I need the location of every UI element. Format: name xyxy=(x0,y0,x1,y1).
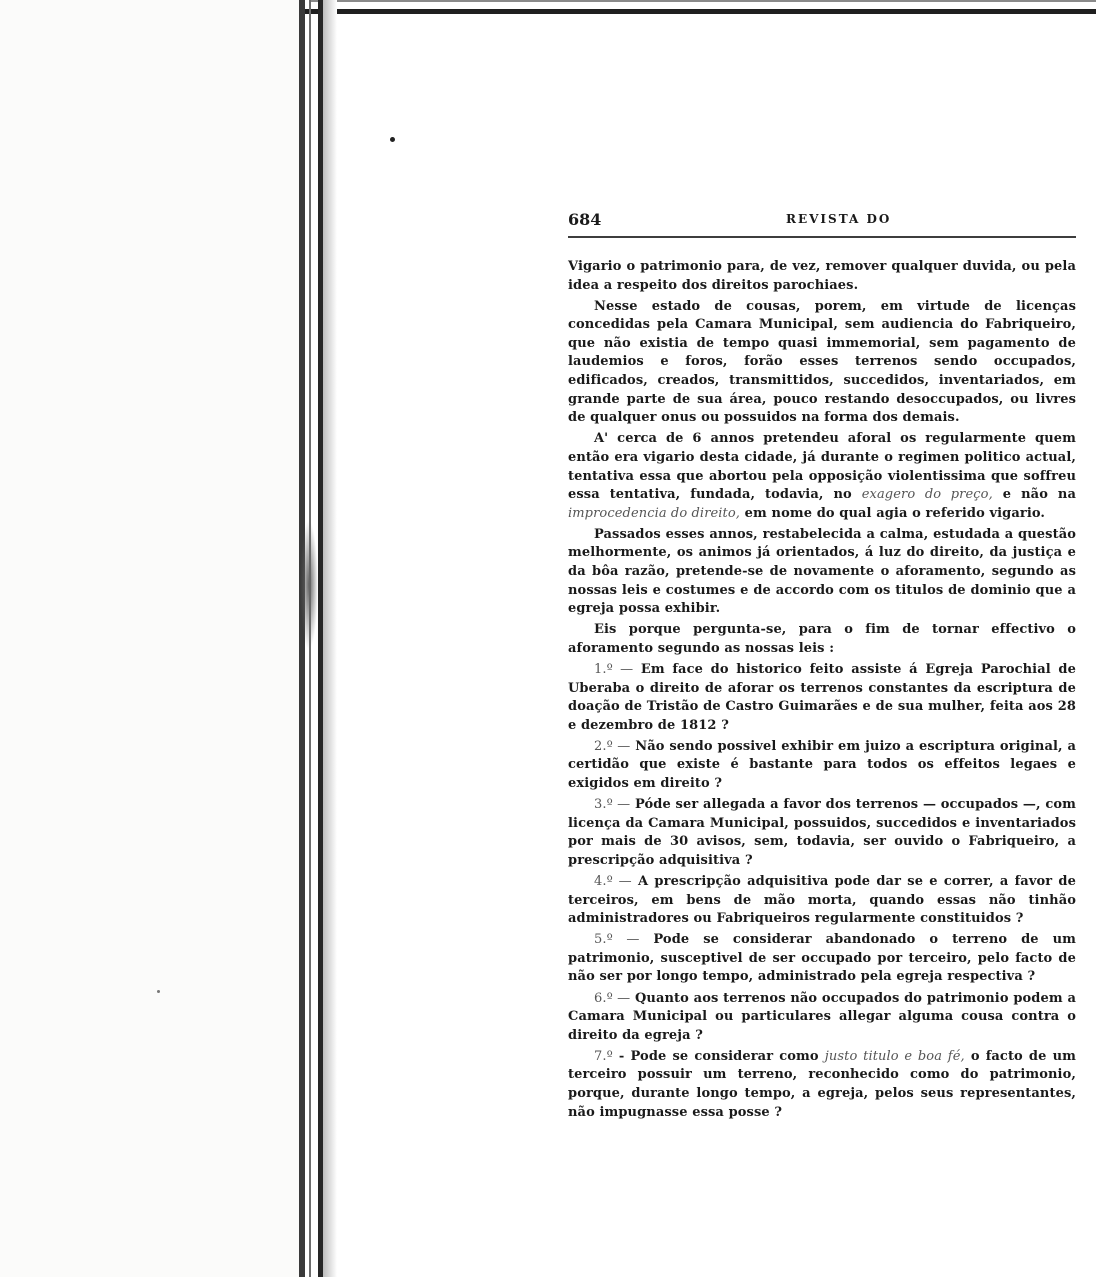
question-number: 4.º — xyxy=(594,874,632,889)
scan-top-edge xyxy=(310,0,1096,2)
scan-speck xyxy=(390,137,395,142)
page-number: 684 xyxy=(568,210,602,229)
question-text: - Pode se considerar como xyxy=(612,1048,825,1064)
question-text: o facto de um terceiro possuir um terreno, reconhecido como do patrimonio, porque, durante longo tempo, a egreja, pelos seus representantes, não impugnasse essa posse ? xyxy=(568,1048,1076,1120)
paragraph-continuation: Vigario o patrimonio para, de vez, remover qualquer duvida, ou pela idea a respeito dos direitos parochiaes. xyxy=(568,259,1076,293)
question-item xyxy=(568,738,1076,794)
running-head: REVISTA DO xyxy=(786,212,892,226)
question-text: Em face do historico feito assiste á Egreja Parochial de Uberaba o direito de aforar os terrenos constantes da escriptura de doação de Tristão de Castro Guimarães e de sua mulher, feita aos 28 e dezembro de 1812 ? xyxy=(568,661,1076,733)
question-number: 7.º xyxy=(594,1048,613,1064)
paragraph-text: em nome do qual agia o referido vigario. xyxy=(740,505,1046,521)
question-number: 1.º — xyxy=(594,661,634,677)
paragraph-text: A' cerca de 6 annos pretendeu aforal os regularmente quem então era vigario desta cidade, já durante o regimen politico actual, tentativa essa que abortou pela opposição violentissima que soffreu essa tentativa, fundada, todavia, no xyxy=(568,431,1076,503)
question-text: A prescripção adquisitiva pode dar se e correr, a favor de terceiros, em bens de mão morta, quando essas não tinhão administradores ou Fabriqueiros regularmente constituidos ? xyxy=(568,874,1076,927)
header-rule xyxy=(568,236,1076,238)
scan-speck xyxy=(157,990,160,993)
question-number: 5.º — xyxy=(594,932,640,948)
gutter-ink-blot xyxy=(300,520,318,650)
book-gutter-shadow xyxy=(323,0,337,1277)
paragraph xyxy=(568,430,1076,523)
question-number: 2.º — xyxy=(594,738,631,754)
italic-phrase: improcedencia do direito, xyxy=(568,505,741,521)
question-item xyxy=(568,661,1076,735)
paragraph: Eis porque pergunta-se, para o fim de tornar effectivo o aforamento segundo as nossas leis : xyxy=(568,622,1076,656)
italic-phrase: justo titulo e boa fé, xyxy=(824,1048,965,1064)
question-item xyxy=(568,931,1076,987)
question-item xyxy=(568,990,1076,1046)
body-text xyxy=(568,258,1076,1125)
question-text: Não sendo possivel exhibir em juizo a escriptura original, a certidão que existe é bastante para todos os effeitos legaes e exigidos em direito ? xyxy=(568,738,1076,792)
question-item xyxy=(568,1048,1076,1122)
question-text: Quanto aos terrenos não occupados do patrimonio podem a Camara Municipal ou particulares allegar alguma cousa contra o direito da egreja ? xyxy=(568,990,1076,1043)
paragraph: Nesse estado de cousas, porem, em virtude de licenças concedidas pela Camara Municipal, sem audiencia do Fabriqueiro, que não existia de tempo quasi immemorial, sem pagamento de laudemios e foros, forão esses terrenos sendo occupados, edificados, creados, transmittidos, succedidos, inventariados, em grande parte de sua área, pouco restando desoccupados, ou livres de qualquer onus ou possuidos na forma dos demais. xyxy=(568,298,1076,426)
question-text: Pode se considerar abandonado o terreno de um patrimonio, susceptivel de ser occupado por terceiro, pelo facto de não ser por longo tempo, administrado pela egreja respectiva ? xyxy=(568,932,1076,985)
paragraph: Passados esses annos, restabelecida a calma, estudada a questão melhormente, os animos já orientados, á luz do direito, da justiça e da bôa razão, pretende-se de novamente o aforamento, segundo as nossas leis e costumes e de accordo com os titulos de dominio que a egreja possa exhibir. xyxy=(568,526,1076,617)
question-item xyxy=(568,796,1076,870)
question-number: 3.º — xyxy=(594,797,631,813)
italic-phrase: exagero do preço, xyxy=(861,487,993,503)
scan-top-rule xyxy=(305,9,1096,14)
left-page-margin xyxy=(0,0,300,1277)
question-text: Póde ser allegada a favor dos terrenos — occupados —, com licença da Camara Municipal, possuidos, succedidos e inventariados por mais de 30 avisos, sem, todavia, ser ouvido o Fabriqueiro, a prescripção adquisitiva ? xyxy=(568,797,1076,868)
page-header xyxy=(568,210,1076,240)
question-number: 6.º — xyxy=(594,990,631,1006)
question-item xyxy=(568,873,1076,929)
paragraph-text: e não na xyxy=(992,487,1076,503)
